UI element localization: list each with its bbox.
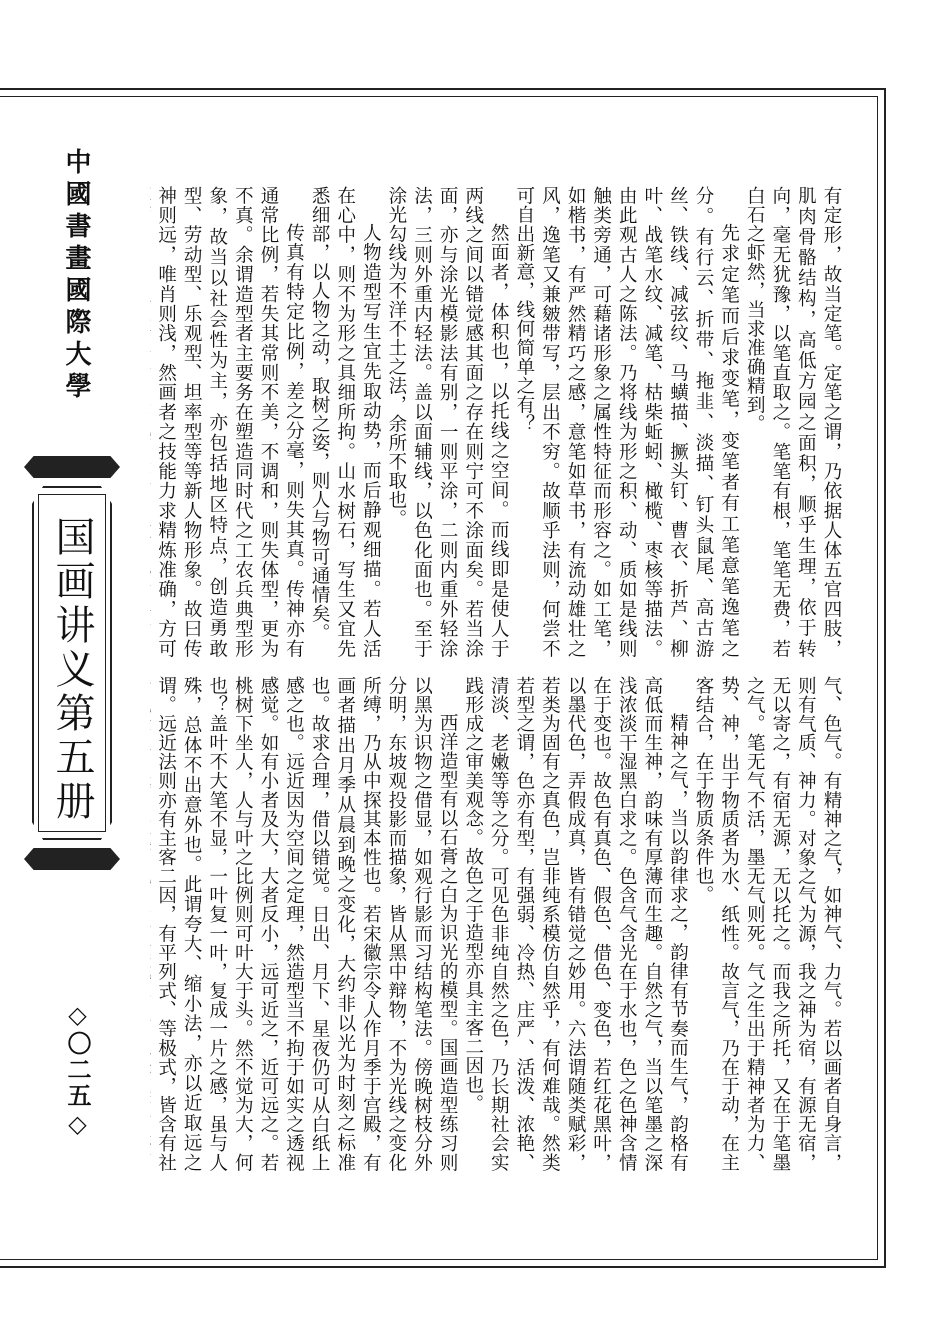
paragraph: 传真有特定比例，差之分毫，则失其真。传神亦有通常比例，若失其常则不美，不调和，则失体型，更为不真。余谓造型者主要务在塑造同时代之工农兵典型形象，故当以社会性为主，亦包括地区特点，创造勇敢型、劳动型、乐观型、坦率型等等新人物形象。故曰传神则远，唯肖则浅，然画者之技能力求精炼准确，方可 (155, 186, 305, 658)
paragraph: 气、色气。有精神之气，如神气、力气。若以画者自身言，则有气质、神力。对象之气为源，我之神为宿，有源无宿，无以寄之，有宿无源，无以托之。而我之所托，又在于笔墨之气。笔无气不活，墨无气则死。气之生出于精神者为力、势、神，出于物质者为水、纸性。故言气，乃在于动，在主客结合，在于物质条件也。 (693, 676, 842, 1172)
volume-title: 国画讲义第五册 (49, 516, 95, 824)
paragraph: 先求定笔而后求变笔，变笔者有工笔意笔逸笔之分。有行云、折带、拖韭、淡描、钉头鼠尾、高古游丝、铁线、减弦纹、马蟥描、撅头钉、曹衣、折芦、柳叶、战笔水纹、减笔、枯柴蚯蚓、橄榄、枣核等描法。由此观古人之陈法。乃将线为形之积、动、质如是线则触类旁通，可藉诸形象之属性特征而形容之。如工笔，如楷书，有严然精巧之感，意笔如草书，有流动雄壮之风，逸笔又兼皴带写，层出不穷。故顺乎法则，何尝不可自出新意，线何简单之有？ (513, 186, 740, 658)
paragraph: 西洋造型有以石膏之白为识光的模型。国画造型练习则以黑为识物之借显，如观行影而习结构笔法。傍晚树枝分外分明，东坡观投影而描象，皆从黑中辩物，不为光线之变化所缚，乃从中探其本性也。若宋徽宗令人作月季于宫殿，有画者描出月季从晨到晚之变化，大约非以光为时刻之标准也。故求合理，借以错觉。日出、月下、星夜仍可从白纸上感之也。远近因为空间之定理，然造型当不拘于如实之透视感觉。如有小者及大，大者反小，远可近之，近可远之。若桃树下坐人，人与叶之比例则可叶大于头。然不觉为大，何也？盖叶不大笔不显，一叶复一叶，复成一片之感，虽与人殊，总体不出意外也。此谓夸大、缩小法，亦以近取远之谓。远近法则亦有主客二因，有平列式、等极式，皆含有社 (155, 676, 459, 1172)
text-block-top (150, 186, 844, 658)
paragraph: 人物造型写生宜先取动势，而后静观细描。若人活在心中，则不为形之具细所拘。山水树石，写生又宜先悉细部，以人物之动，取树之姿，则人与物可通情矣。 (309, 186, 382, 658)
volume-title-box (24, 456, 120, 870)
paragraph: 然面者，体积也，以托线之空间。而线即是使人于两线之间以错觉感其面之存在则宁可不涂面矣。若当涂面，亦与涂光模影法有别，一则平涂，二则内重外轻涂法，三则外重内轻法。盖以面辅线，以色化面也。至于涂光勾线为不洋不土之法，余所不取也。 (385, 186, 510, 658)
volume-box-bottom-ornament (24, 848, 120, 870)
school-name: 中國書畫國際大學 (61, 148, 91, 404)
paragraph: 有定形，故当定笔。定笔之谓，乃依据人体五官四肢，肌肉骨骼结构，高低方园之面积，顺乎生理，依于转向，毫无犹豫，以笔直取之。笔笔有根，笔笔无费，若白石之虾然，当求准确精到。 (744, 186, 842, 658)
page-number: ◇〇二五◇ (63, 1000, 92, 1140)
paragraph: 精神之气，当以韵律求之，韵律有节奏而生气，韵格有高低而生神，韵味有厚薄而生趣。自然之气，当以笔墨之深浅浓淡干湿黑白求之。色含气含光在于水也，色之色神含情在于变也。故色有真色、假色、借色、变色，若红花黑叶，以墨代色，弄假成真，皆有错觉之妙用。六法谓随类赋彩，若类为固有之真色，岂非纯系模仿自然乎，有何难哉。然类若型之谓，色亦有型，有强弱、冷热、庄严、活泼、浓艳、清淡、老嫩等等之分。可见色非纯自然之色，乃长期社会实践形成之审美观念。故色之于造型亦具主客二因也。 (462, 676, 689, 1172)
volume-box-top-ornament (24, 456, 120, 478)
text-block-bottom (150, 676, 844, 1172)
